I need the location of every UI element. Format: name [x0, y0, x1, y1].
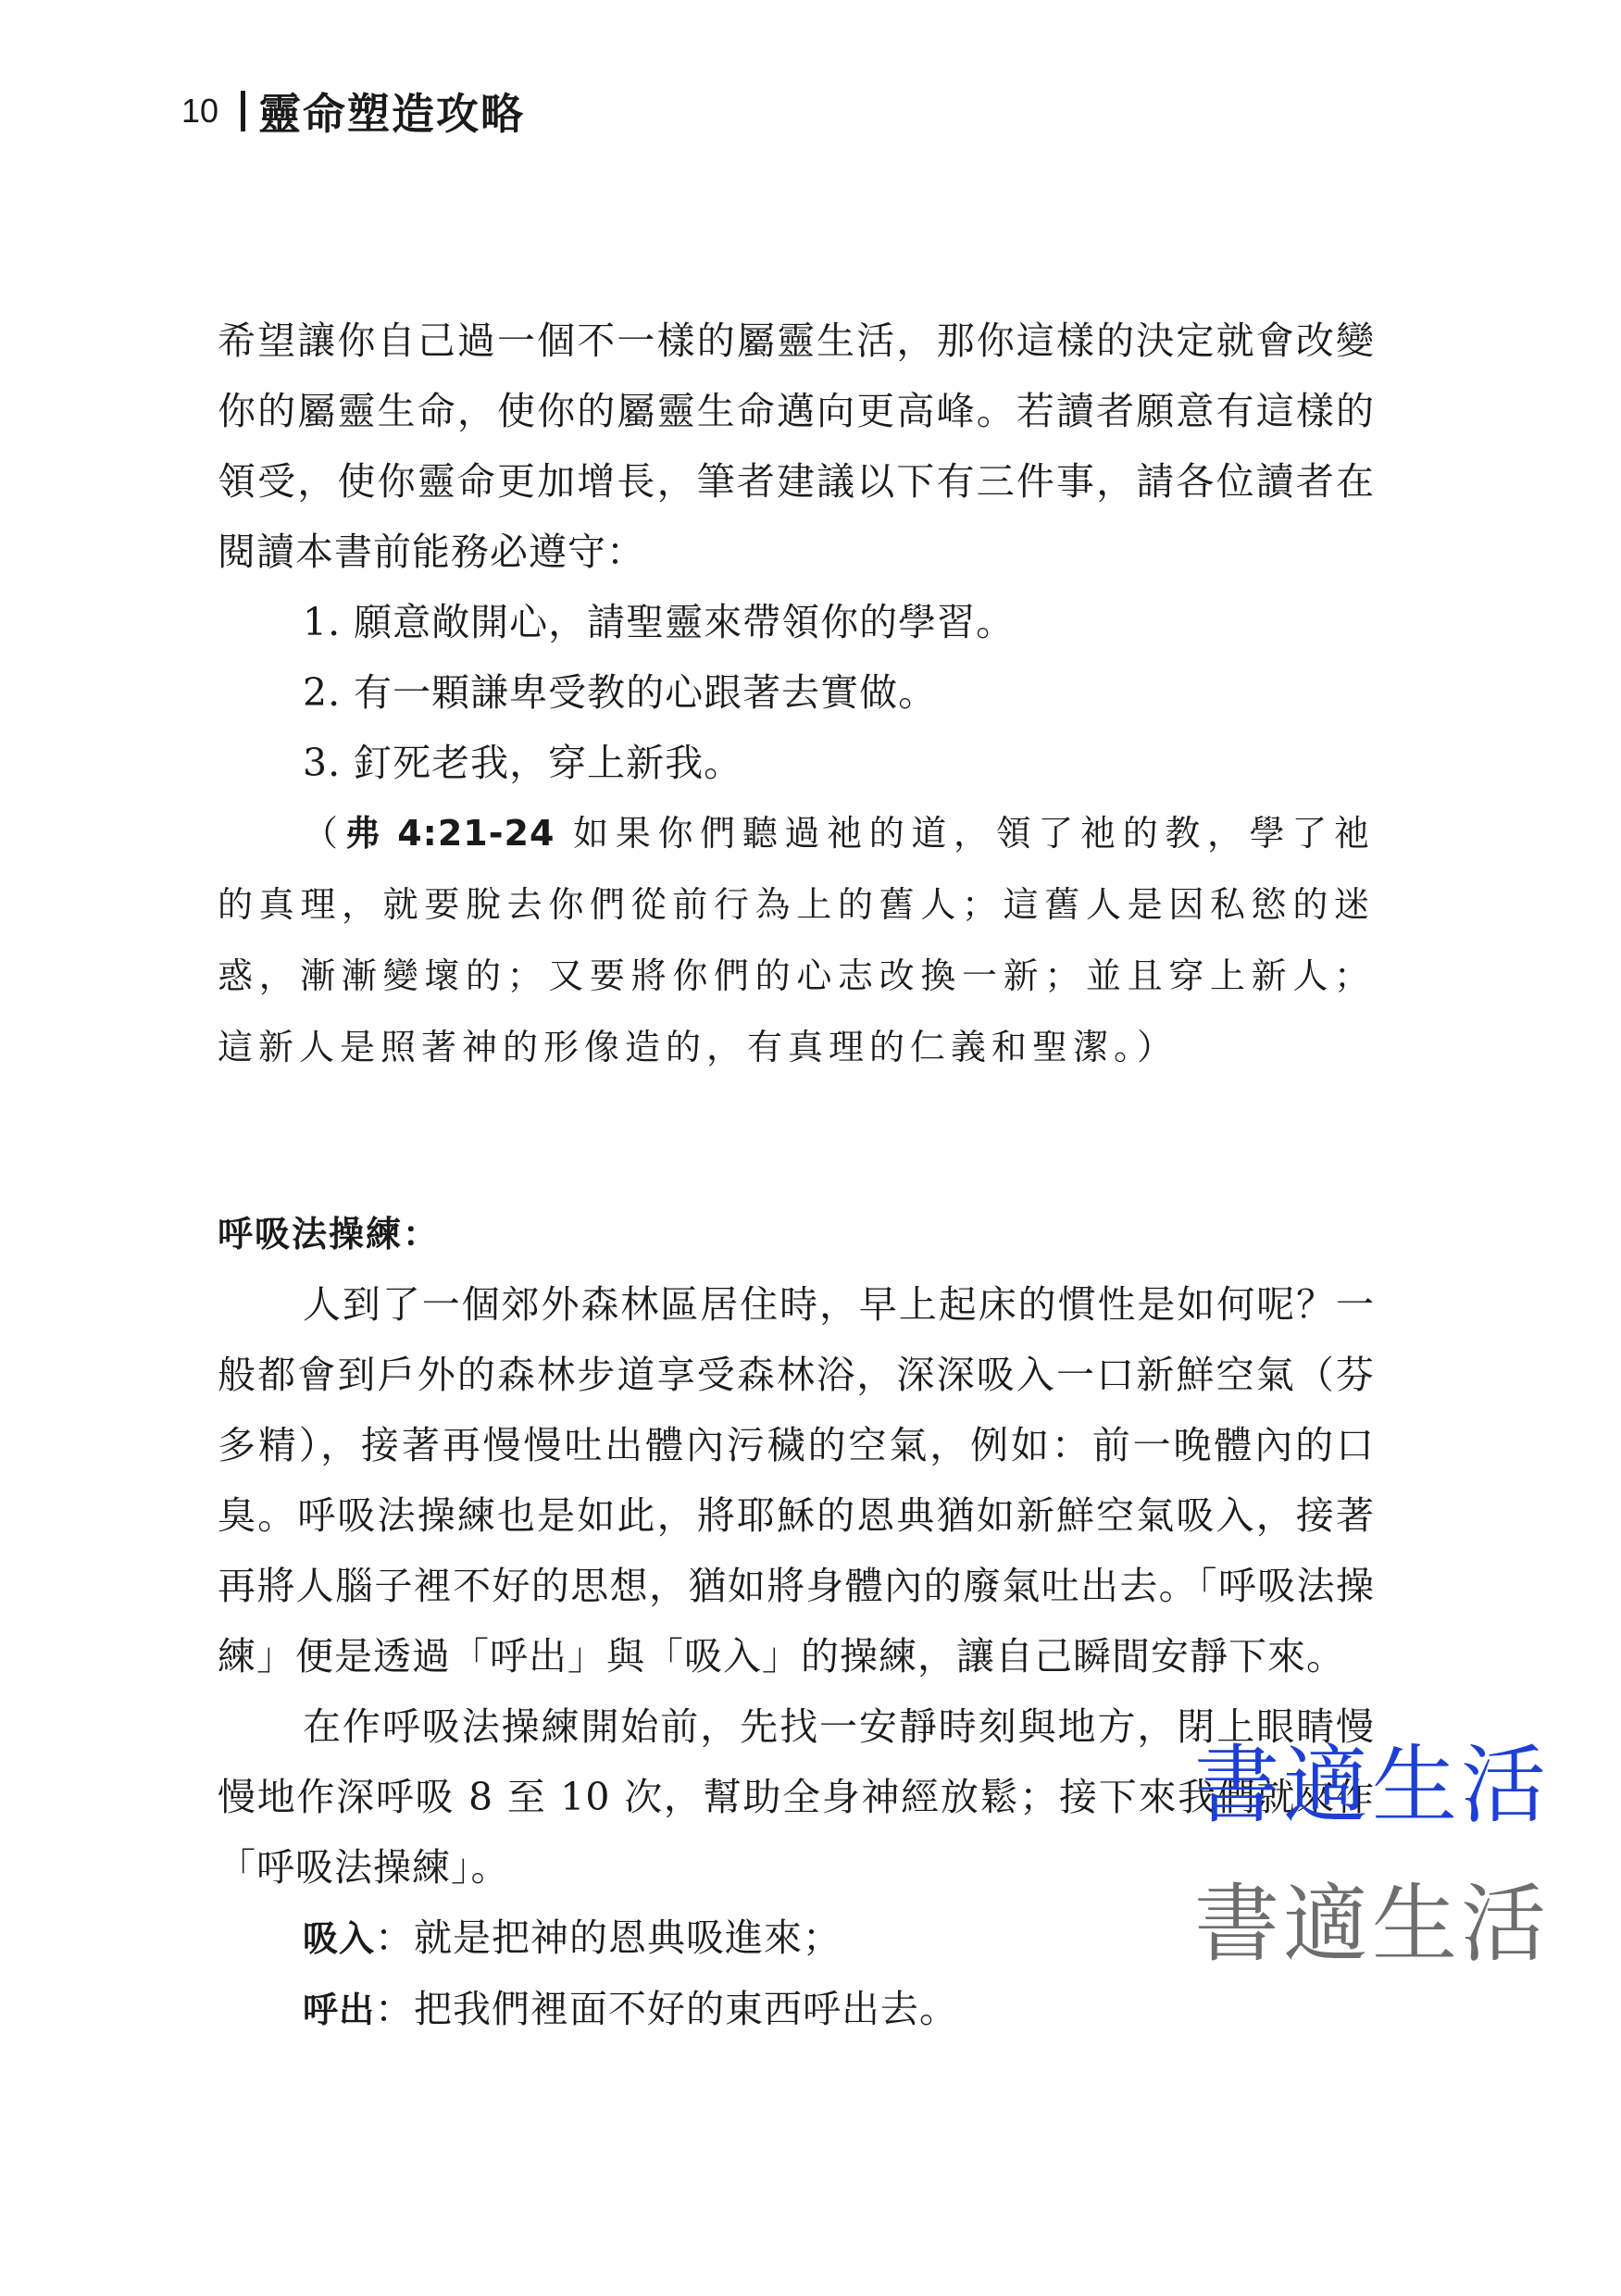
intro-paragraph: 希望讓你自己過一個不一樣的屬靈生活，那你這樣的決定就會改變你的屬靈生命，使你的屬靈生命邁向更高峰。若讀者願意有這樣的領受，使你靈命更加增長，筆者建議以下有三件事，請各位讀者在閱讀本書前能務必遵守：	[218, 318, 1375, 574]
term-definition: ：把我們裡面不好的東西呼出去。	[375, 1987, 959, 2031]
term-label: 呼出	[303, 1990, 376, 2030]
header-divider	[241, 91, 245, 131]
list-item-3: 3. 釘死老我，穿上新我。	[303, 741, 743, 785]
term-exhale	[303, 1974, 1375, 2045]
verse-text: 如果你們聽過祂的道，領了祂的教，學了祂的真理，就要脫去你們從前行為上的舊人；這舊人是因私慾的迷惑，漸漸變壞的；又要將你們的心志改換一新；並且穿上新人；這新人是照著神的形像造的，有真理的仁義和聖潔。）	[218, 813, 1375, 1067]
watermark-primary: 書適生活	[1194, 1736, 1551, 1835]
list-item-1: 1. 願意敞開心，請聖靈來帶領你的學習。	[303, 600, 1016, 644]
section-heading: 呼吸法操練：	[218, 1214, 441, 1254]
term-label: 吸入	[303, 1918, 376, 1959]
book-title: 靈命塑造攻略	[258, 89, 526, 139]
scripture-quote	[218, 798, 1375, 1083]
verse-open-paren: （	[303, 813, 345, 854]
verse-reference: 弗 4:21-24	[344, 813, 555, 854]
term-definition: ：就是把神的恩典吸進來；	[375, 1915, 842, 1960]
section-paragraph-2: 在作呼吸法操練開始前，先找一安靜時刻與地方，閉上眼睛慢慢地作深呼吸 8 至 10 次，幫助全身神經放鬆；接下來我們就來作「呼吸法操練」。	[218, 1704, 1375, 1890]
section-paragraph-1: 人到了一個郊外森林區居住時，早上起床的慣性是如何呢？一般都會到戶外的森林步道享受森林浴，深深吸入一口新鮮空氣（芬多精），接著再慢慢吐出體內污穢的空氣，例如：前一晚體內的口臭。呼吸法操練也是如此，將耶穌的恩典猶如新鮮空氣吸入，接著再將人腦子裡不好的思想，猶如將身體內的廢氣吐出去。「呼吸法操練」便是透過「呼出」與「吸入」的操練，讓自己瞬間安靜下來。	[218, 1282, 1375, 1678]
list-item-2: 2. 有一顆謙卑受教的心跟著去實做。	[303, 670, 938, 715]
intro-block	[218, 306, 1375, 1083]
page-header	[181, 83, 525, 139]
watermark-secondary: 書適生活	[1194, 1875, 1551, 1974]
page-number: 10	[181, 92, 219, 130]
